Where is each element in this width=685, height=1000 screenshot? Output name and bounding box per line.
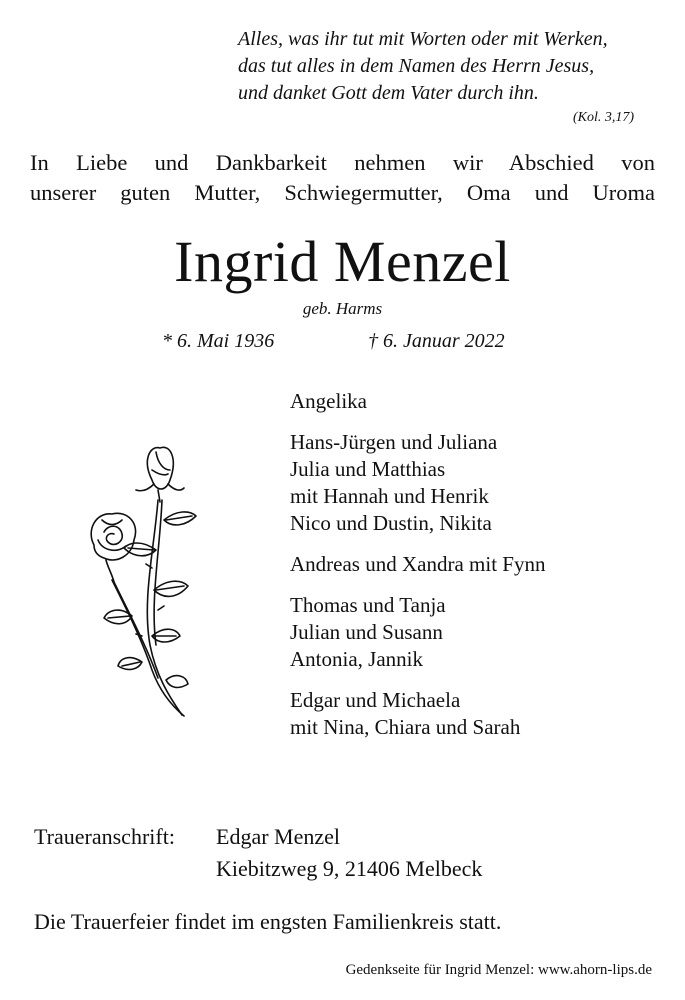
address-name: Edgar Menzel [216,824,340,849]
death-date: † 6. Januar 2022 [368,330,505,352]
family-member: mit Nina, Chiara und Sarah [290,715,521,739]
family-member: Andreas und Xandra mit Fynn [290,552,546,576]
memorial-page-footer: Gedenkseite für Ingrid Menzel: www.ahorn-lips.de [345,962,652,978]
verse-line: Alles, was ihr tut mit Worten oder mit Werken, [238,28,608,50]
family-member: Nico und Dustin, Nikita [290,511,492,535]
family-group [290,388,545,415]
family-group [290,551,545,578]
address-street: Kiebitzweg 9, 21406 Melbeck [216,856,483,881]
address-label: Traueranschrift: [34,824,175,849]
maiden-name: geb. Harms [302,299,383,318]
family-group [290,429,545,537]
family-group [290,592,545,673]
verse-line: und danket Gott dem Vater durch ihn. [238,82,539,104]
family-list [290,388,545,755]
family-member: Angelika [290,389,367,413]
family-member: Hans-Jürgen und Juliana [290,430,498,454]
family-member: mit Hannah und Henrik [290,484,489,508]
birth-date: * 6. Mai 1936 [162,330,275,352]
bible-verse [238,26,648,125]
intro-text [30,148,655,208]
verse-reference: (Kol. 3,17) [572,110,634,125]
ceremony-note: Die Trauerfeier findet im engsten Familienkreis statt. [34,909,502,934]
family-member: Julian und Susann [290,620,443,644]
family-member: Edgar und Michaela [290,688,461,712]
family-member: Antonia, Jannik [290,647,423,671]
rose-illustration [72,440,207,720]
family-group [290,687,545,741]
intro-line: In Liebe und Dankbarkeit nehmen wir Abschied von [30,150,655,175]
verse-line: das tut alles in dem Namen des Herrn Jesus, [238,55,595,77]
deceased-name: Ingrid Menzel [174,229,511,294]
family-member: Thomas und Tanja [290,593,446,617]
family-member: Julia und Matthias [290,457,446,481]
intro-line: unserer guten Mutter, Schwiegermutter, Oma und Uroma [30,180,655,205]
